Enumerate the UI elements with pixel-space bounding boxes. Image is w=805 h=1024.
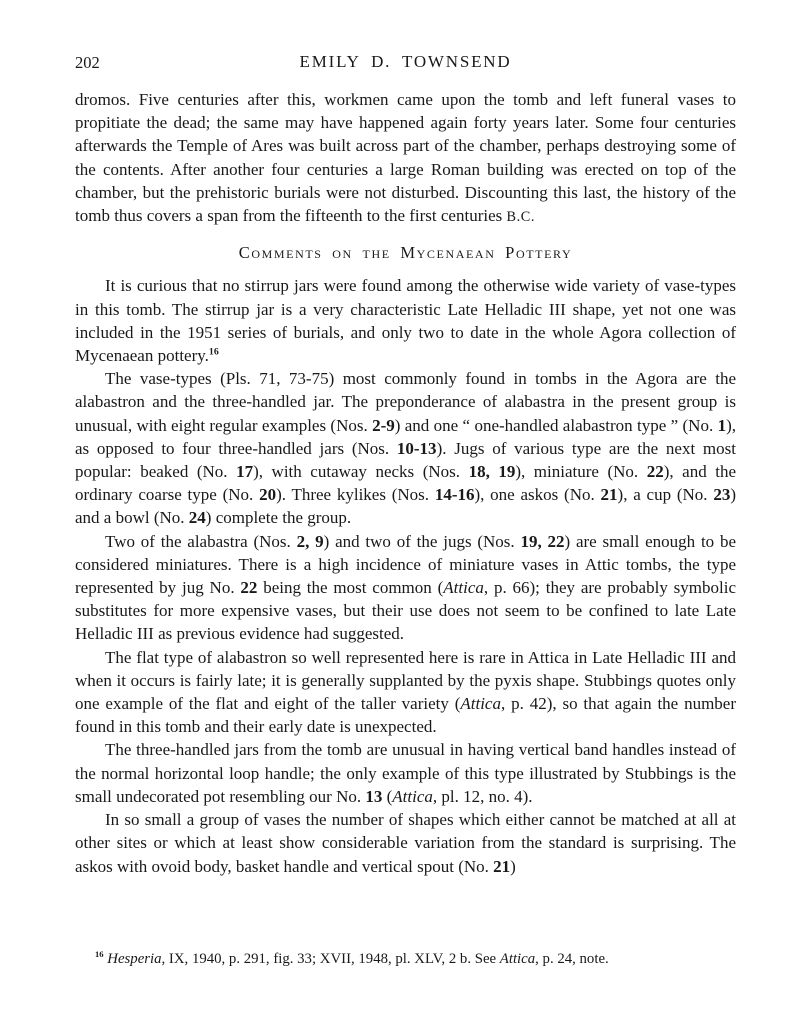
paragraph-three-handled-jars: The three-handled jars from the tomb are unusual in having vertical band handles instead of the normal horizontal loop handle; the only example of this type illustrated by Stubbings is the small undecorated pot resembling our No. 13 (Attica, pl. 12, no. 4).	[75, 740, 736, 806]
page-body	[75, 88, 736, 878]
paragraph-flat-alabastron: The flat type of alabastron so well represented here is rare in Attica in Late Helladic III and when it occurs is fairly late; it is generally supplanted by the pyxis shape. Stubbings quotes only one example of the flat and eight of the taller variety (Attica, p. 42), so that again the number found in this tomb and their early date is unexpected.	[75, 647, 737, 737]
paragraph-vase-types: The vase-types (Pls. 71, 73-75) most commonly found in tombs in the Agora are the alabastron and the three-handled jar. The preponderance of alabastra in the present group is unusual, with eight regular examples (Nos. 2-9) and one “ one-handled alabastron type ” (No. 1), as opposed to four three-handled jars (Nos. 10-13). Jugs of various type are the next most popular: beaked (No. 17), with cutaway necks (Nos. 18, 19), miniature (No. 22), and the ordinary coarse type (No. 20). Three kylikes (Nos. 14-16), one askos (No. 21), a cup (No. 23) and a bowl (No. 24) complete the group.	[75, 369, 737, 528]
section-heading: Comments on the Mycenaean Pottery	[238, 243, 573, 263]
page-number: 202	[75, 53, 100, 72]
paragraph-dromos: dromos. Five centuries after this, workmen came upon the tomb and left funeral vases to propitiate the dead; the same may have happened again forty years later. Some four centuries afterwards the Temple of Ares was built across part of the chamber, perhaps destroying some of the contents. After another four centuries a large Roman building was erected on top of the chamber, but the prehistoric burials were not disturbed. Discounting this last, the history of the tomb thus covers a span from the fifteenth to the first centuries B.C.	[75, 90, 736, 226]
page-header	[75, 52, 736, 74]
paragraph-stirrup-jars: It is curious that no stirrup jars were found among the otherwise wide variety of vase-types in this tomb. The stirrup jar is a very characteristic Late Helladic III shape, yet not one was included in the 1951 series of burials, and only two to date in the whole Agora collection of Mycenaean pottery.$^{16}$	[75, 276, 736, 366]
paragraph-miniatures: Two of the alabastra (Nos. 2, 9) and two of the jugs (Nos. 19, 22) are small enough to be considered miniatures. There is a high incidence of miniature vases in Attic tombs, the type represented by jug No. 22 being the most common (Attica, p. 66); they are probably symbolic substitutes for more expensive vases, but their use does not seem to be confined to late Late Helladic III as previous evidence had suggested.	[75, 531, 737, 644]
paragraph-small-group: In so small a group of vases the number of shapes which either cannot be matched at all at other sites or which at least show considerable variation from the standard is surprising. The askos with ovoid body, basket handle and vertical spout (No. 21)	[75, 810, 736, 876]
running-head: EMILY D. TOWNSEND	[299, 52, 512, 71]
footnote: $^{16}$ Hesperia, IX, 1940, p. 291, fig. 33; XVII, 1948, pl. XLV, 2 b. See Attica, p. 24, note.	[95, 949, 609, 967]
